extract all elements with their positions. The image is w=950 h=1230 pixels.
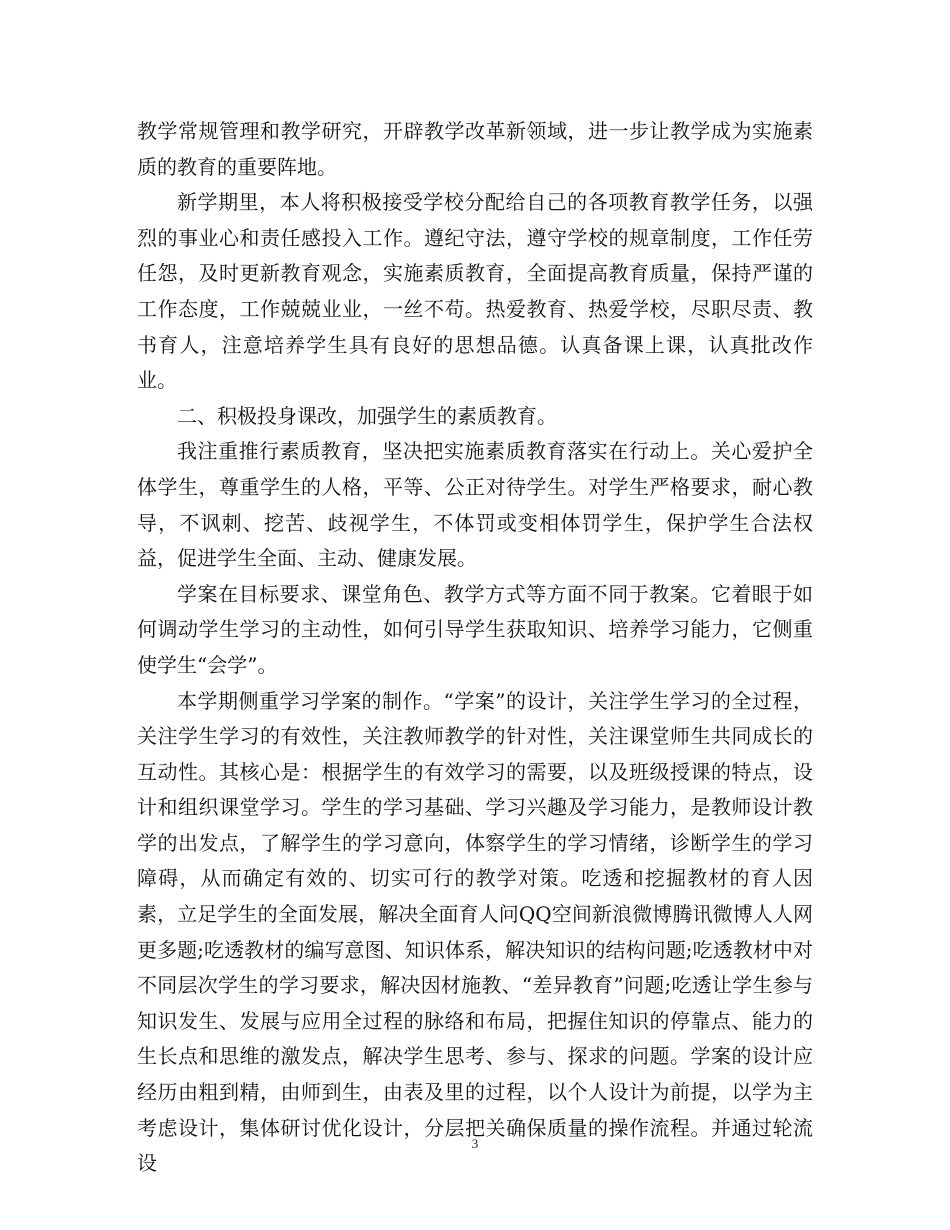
section-heading-curriculum-reform: 二、积极投身课改，加强学生的素质教育。 xyxy=(177,403,557,428)
paragraph-quality-education: 我注重推行素质教育，坚决把实施素质教育落实在行动上。关心爱护全体学生，尊重学生的人格，平等、公正对待学生。对学生严格要求，耐心教导，不讽刺、挖苦、歧视学生，不体罚或变相体罚学生，保护学生合法权益，促进学生全面、主动、健康发展。 xyxy=(137,439,813,571)
document-body xyxy=(137,114,813,1182)
page-number: 3 xyxy=(471,1136,479,1151)
paragraph-work-attitude: 新学期里，本人将积极接受学校分配给自己的各项教育教学任务，以强烈的事业心和责任感投入工作。遵纪守法，遵守学校的规章制度，工作任劳任怨，及时更新教育观念，实施素质教育，全面提高教育质量，保持严谨的工作态度，工作兢兢业业，一丝不苟。热爱教育、热爱学校，尽职尽责、教书育人，注意培养学生具有良好的思想品德。认真备课上课，认真批改作业。 xyxy=(137,190,813,393)
paragraph-learning-plan-design: 本学期侧重学习学案的制作。“学案”的设计，关注学生学习的全过程，关注学生学习的有效性，关注教师教学的针对性，关注课堂师生共同成长的互动性。其核心是：根据学生的有效学习的需要，以及班级授课的特点，设计和组织课堂学习。学生的学习基础、学习兴趣及学习能力，是教师设计教学的出发点，了解学生的学习意向，体察学生的学习情绪，诊断学生的学习障碍，从而确定有效的、切实可行的教学对策。吃透和挖掘教材的育人因素，立足学生的全面发展，解决全面育人问QQ空间新浪微博腾讯微博人人网更多题;吃透教材的编写意图、知识体系，解决知识的结构问题;吃透教材中对不同层次学生的学习要求，解决因材施教、“差异教育”问题;吃透让学生参与知识发生、发展与应用全过程的脉络和布局，把握住知识的停靠点、能力的生长点和思维的激发点，解决学生思考、参与、探求的问题。学案的设计应经历由粗到精，由师到生，由表及里的过程，以个人设计为前提，以学为主考虑设计，集体研讨优化设计，分层把关确保质量的操作流程。并通过轮流设 xyxy=(137,688,813,1176)
paragraph-continuation: 教学常规管理和教学研究，开辟教学改革新领域，进一步让教学成为实施素质的教育的重要阵地。 xyxy=(137,119,813,179)
paragraph-learning-plan: 学案在目标要求、课堂角色、教学方式等方面不同于教案。它着眼于如何调动学生学习的主动性，如何引导学生获取知识、培养学习能力，它侧重使学生“会学”。 xyxy=(137,581,813,677)
